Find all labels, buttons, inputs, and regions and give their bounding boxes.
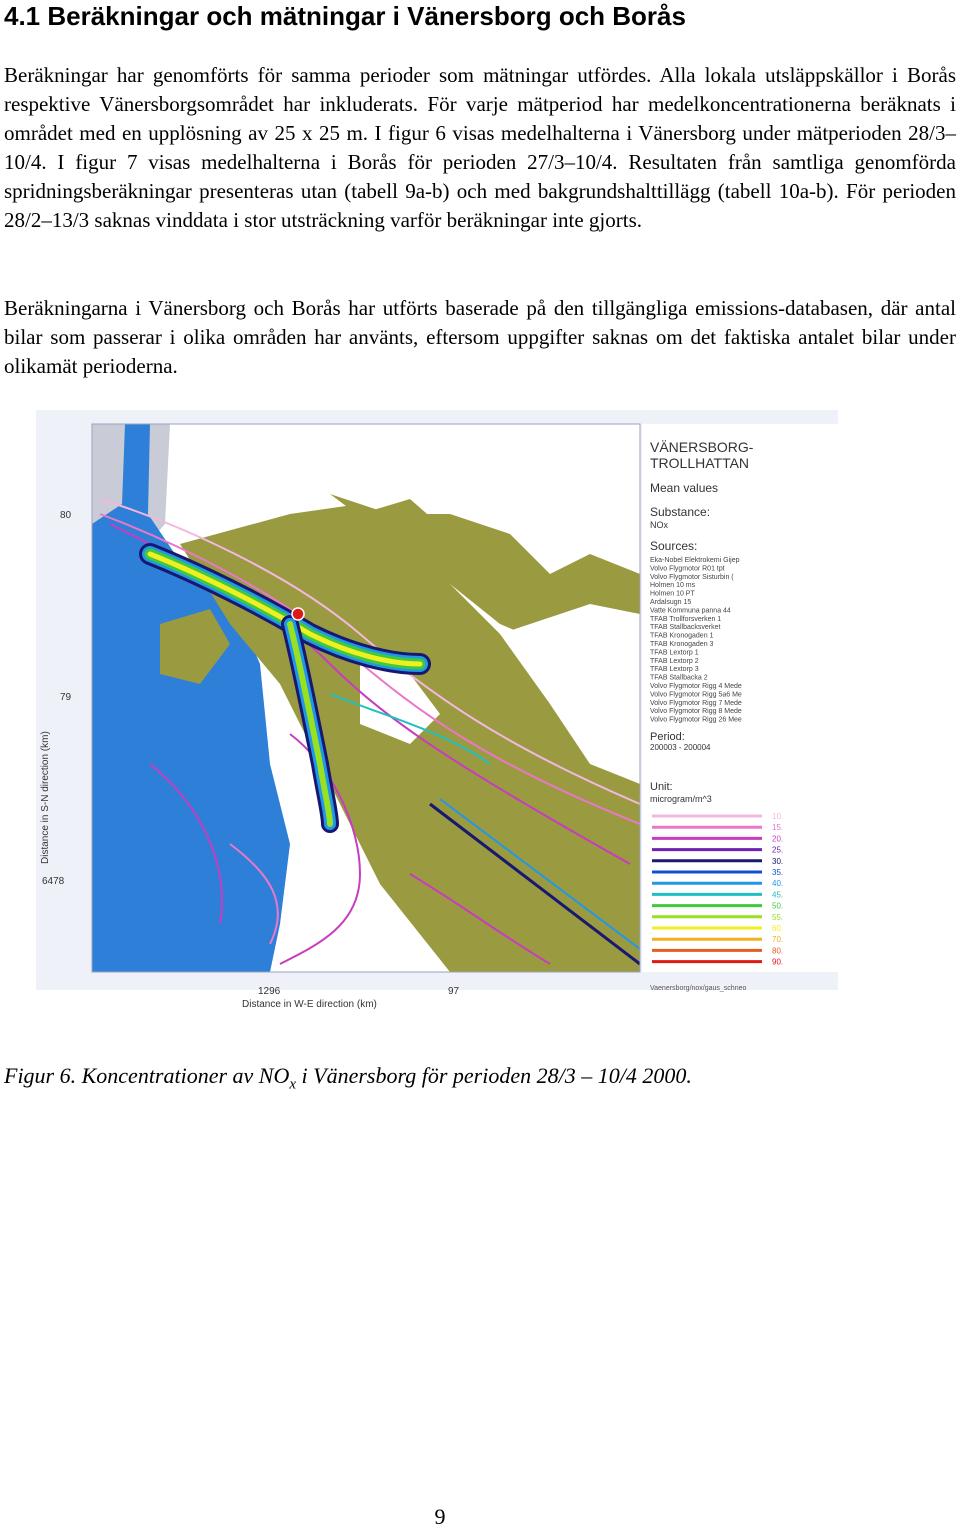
figure-caption [4,1061,692,1091]
substance-value: NOx [650,520,668,530]
legend-value: 10. [772,812,784,821]
source-item: TFAB Stallbacksverket [650,624,721,632]
source-item: TFAB Kronogaden 3 [650,641,714,648]
unit-value: microgram/m^3 [650,794,712,804]
file-label: Vaenersborg/nox/gaus_schneo [650,985,747,992]
legend-value: 15. [772,823,784,833]
sources-label: Sources: [650,539,698,553]
unit-label: Unit: [650,781,673,793]
legend-value: 40. [772,879,784,889]
source-item: TFAB Lextorp 1 [650,649,699,657]
section-heading: 4.1 Beräkningar och mätningar i Vänersborg och Borås [4,1,686,31]
x-tick-1: 1296 [258,986,281,997]
source-item: Volvo Flygmotor Rigg 5a6 Me [650,691,742,699]
x-axis-title: Distance in W-E direction (km) [242,999,377,1010]
source-item: TFAB Stallbacka 2 [650,674,708,682]
source-item: TFAB Lextorp 3 [650,666,699,674]
legend-value: 50. [772,901,784,911]
legend-value: 90. [772,957,784,967]
legend-value: 80. [772,946,784,956]
paragraph-1: Beräkningar har genomförts för samma perioder som mätningar utfördes. Alla lokala utsläppskällor i Borås respektive Vänersborgsområdet har inkluderats. För varje mätperiod har medelkoncentrationerna beräknats i området med en upplösning av 25 x 25 m. I figur 6 visas medelhalterna i Vänersborg under mätperioden 28/3–10/4. I figur 7 visas medelhalterna i Borås för perioden 27/3–10/4. Resultaten från samtliga genomförda spridningsberäkningar presenteras utan (tabell 9a-b) och med bakgrundshalttillägg (tabell 10a-b). För perioden 28/2–13/3 saknas vinddata i stor utsträckning varför beräkningar inte gjorts. [4,63,956,232]
legend-value: 70. [772,935,784,945]
source-item: Volvo Flygmotor Rigg 7 Mede [650,699,742,707]
paragraph-2: Beräkningarna i Vänersborg och Borås har utförts baserade på den tillgängliga emissions-databasen, där antal bilar som passerar i olika områden har använts, eftersom uppgifter saknas om det faktiska antalet bilar under olikamät perioderna. [4,296,956,378]
legend-value: 20. [772,834,784,844]
map-legend-panel [642,424,838,972]
concentration-map-figure [30,404,844,1016]
source-item: TFAB Lextorp 2 [650,657,699,665]
map-subtitle: Mean values [650,481,719,495]
legend-value: 25. [772,845,784,855]
caption-sub: x [289,1076,297,1093]
x-tick-2: 97 [448,986,460,997]
source-item: Holmen 10 PT [650,590,695,598]
map-plot [92,424,640,972]
y-axis-title: Distance in S-N direction (km) [40,731,51,864]
source-item: Eka-Nobel Elektrokemi Gijep [650,557,740,564]
map-title-1: VÄNERSBORG- [650,439,754,455]
period-value: 200003 - 200004 [650,743,711,752]
source-item: Vatte Kommuna panna 44 [650,607,731,615]
y-tick-2: 79 [60,692,72,703]
caption-suffix: i Vänersborg för perioden 28/3 – 10/4 2000. [296,1063,692,1088]
source-item: Ardalsugn 15 [650,599,692,606]
y-tick-1: 80 [60,510,72,521]
legend-value: 30. [772,856,784,866]
y-tick-3: 6478 [42,876,65,887]
source-item: Volvo Flygmotor Rigg 8 Mede [650,708,742,716]
map-title-2: TROLLHATTAN [650,455,750,471]
source-item: TFAB Trollforsverken 1 [650,615,722,623]
legend-value: 35. [772,868,784,877]
source-item: Holmen 10 ms [650,582,696,590]
substance-label: Substance: [650,505,711,519]
page-number: 9 [434,1504,446,1529]
source-item: Volvo Flygmotor Sisturbin ( [650,573,734,581]
period-label: Period: [650,731,685,743]
legend-value: 45. [772,890,784,900]
source-item: Volvo Flygmotor R01 tpt [650,565,725,573]
legend-value: 60. [772,924,784,933]
source-item: Volvo Flygmotor Rigg 4 Mede [650,683,742,690]
legend-value: 55. [772,912,784,922]
caption-prefix: Figur 6. Koncentrationer av NO [4,1063,290,1088]
source-item: TFAB Kronogaden 1 [650,632,714,640]
source-item: Volvo Flygmotor Rigg 26 Mee [650,716,742,724]
